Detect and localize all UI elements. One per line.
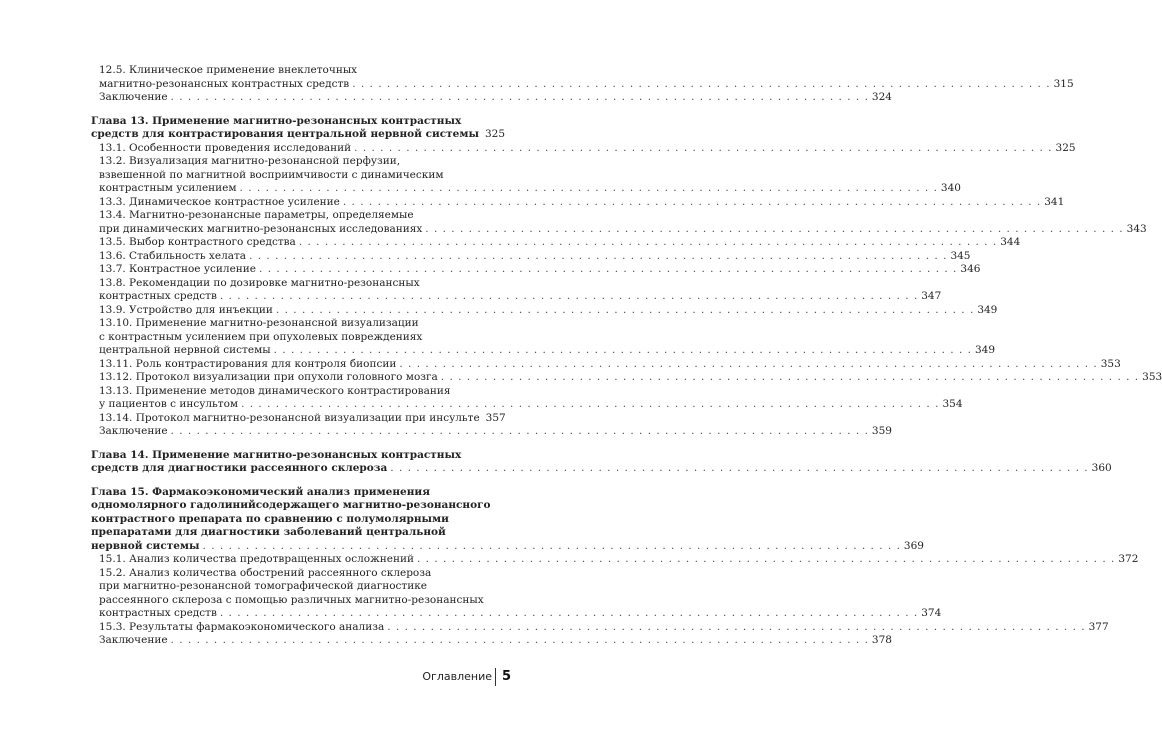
toc-entry-text: контрастным усилением [99,182,237,194]
toc-entry-text: 13.1. Особенности проведения исследований [99,141,352,154]
toc-entry[interactable] [91,411,506,426]
toc-page-number: 372 [1118,553,1139,565]
toc-page-number: 357 [485,411,506,424]
page-footer [0,668,600,688]
toc-entry[interactable] [91,249,971,264]
dot-leader: . . . . . . . . . . . . . . . . . . . . . . . . . . . . . . . . . . . . . . . . . . . . . . . . . . . . . . . . . . . . . . . . . . . . . . . . . . . . . . . . . [170,634,869,646]
toc-page-number: 315 [1053,77,1074,90]
toc-entry[interactable] [91,276,942,304]
toc-page-number: 349 [977,303,998,316]
toc-entry-text: контрастного препарата по сравнению с полумолярными [91,512,449,525]
toc-page-number: 345 [950,249,971,262]
toc-chapter-entry[interactable] [91,485,924,554]
dot-leader: . . . . . . . . . . . . . . . . . . . . . . . . . . . . . . . . . . . . . . . . . . . . . . . . . . . . . . . . . . . . . . . . . . . . . . . . . . . . . . . . . [399,357,1098,370]
toc-page-number: 369 [903,539,924,552]
toc-entry[interactable] [91,303,998,318]
toc-entry-text: 13.8. Рекомендации по дозировке магнитно-резонансных [99,276,420,289]
dot-leader: . . . . . . . . . . . . . . . . . . . . . . . . . . . . . . . . . . . . . . . . . . . . . . . . . . . . . . . . . . . . . . . . . . . . . . . . . . . . . . . . . [202,539,901,552]
toc-chapter-entry[interactable] [91,114,506,142]
toc-entry[interactable] [91,371,1162,385]
dot-leader: . . . . . . . . . . . . . . . . . . . . . . . . . . . . . . . . . . . . . . . . . . . . . . . . . . . . . . . . . . . . . . . . . . . . . . . . . . . . . . . . . [273,344,972,356]
dot-leader: . . . . . . . . . . . . . . . . . . . . . . . . . . . . . . . . . . . . . . . . . . . . . . . . . . . . . . . . . . . . . . . . . . . . . . . . . . . . . . . . . [241,398,940,410]
toc-page-number: 354 [942,398,963,410]
toc-page-number: 360 [1091,462,1112,474]
toc-entry[interactable] [91,263,981,277]
toc-entry-text: 13.13. Применение методов динамического контрастирования [99,384,451,397]
dot-leader: . . . . . . . . . . . . . . . . . . . . . . . . . . . . . . . . . . . . . . . . . . . . . . . . . . . . . . . . . . . . . . . . . . . . . . . . . . . . . . . . . [170,91,869,103]
toc-page-number: 324 [871,91,892,103]
toc-page-number: 377 [1088,620,1109,633]
toc-entry-text: 15.2. Анализ количества обострений рассеянного склероза [99,566,432,579]
toc-page-number: 340 [940,182,961,194]
toc-entry[interactable] [91,384,963,412]
toc-entry[interactable] [91,425,892,439]
toc-entry-text: у пациентов с инсультом [99,398,239,410]
page-number: 5 [502,669,512,684]
dot-leader: . . . . . . . . . . . . . . . . . . . . . . . . . . . . . . . . . . . . . . . . . . . . . . . . . . . . . . . . . . . . . . . . . . . . . . . . . . . . . . . . . [390,462,1089,474]
toc-entry-text: 13.9. Устройство для инъекции [99,303,273,316]
toc-entry-text: контрастных средств [99,290,217,302]
dot-leader: . . . . . . . . . . . . . . . . . . . . . . . . . . . . . . . . . . . . . . . . . . . . . . . . . . . . . . . . . . . . . . . . . . . . . . . . . . . . . . . . . [275,303,975,316]
toc-entry[interactable] [91,620,1109,635]
running-head: Оглавление [422,670,492,683]
toc-page-number: 344 [1000,236,1021,248]
dot-leader: . . . . . . . . . . . . . . . . . . . . . . . . . . . . . . . . . . . . . . . . . . . . . . . . . . . . . . . . . . . . . . . . . . . . . . . . . . . . . . . . . [440,371,1140,383]
footer-divider [495,668,496,686]
toc-entry-text: контрастных средств [99,607,217,619]
toc-page-number: 325 [485,128,506,140]
toc-entry-text: с контрастным усилением при опухолевых повреждениях [99,330,423,343]
toc-entry-text: 13.5. Выбор контрастного средства [99,236,296,248]
dot-leader: . . . . . . . . . . . . . . . . . . . . . . . . . . . . . . . . . . . . . . . . . . . . . . . . . . . . . . . . . . . . . . . . . . . . . . . . . . . . . . . . . [249,249,948,262]
toc-entry-text: нервной системы [91,539,200,552]
toc-page-number: 359 [871,425,892,437]
toc-entry[interactable] [91,566,942,621]
toc-page-number: 341 [1044,195,1065,208]
toc-entry-text: Глава 15. Фармакоэкономический анализ применения [91,485,430,498]
toc-entry-text: 13.12. Протокол визуализации при опухоли головного мозга [99,371,438,383]
toc-entry-text: средств для контрастирования центральной нервной системы [91,128,479,140]
dot-leader: . . . . . . . . . . . . . . . . . . . . . . . . . . . . . . . . . . . . . . . . . . . . . . . . . . . . . . . . . . . . . . . . . . . . . . . . . . . . . . . . . [387,620,1086,633]
dot-leader: . . . . . . . . . . . . . . . . . . . . . . . . . . . . . . . . . . . . . . . . . . . . . . . . . . . . . . . . . . . . . . . . . . . . . . . . . . . . . . . . . [170,425,869,437]
toc-page-number: 353 [1142,371,1162,383]
toc-entry-text: 15.3. Результаты фармакоэкономического анализа [99,620,385,633]
toc-entry-text: одномолярного гадолинийсодержащего магнитно-резонансного [91,499,491,511]
toc-entry-text: 13.11. Роль контрастирования для контроля биопсии [99,357,397,370]
toc-entry[interactable] [91,634,892,648]
toc-entry-text: 13.7. Контрастное усиление [99,263,257,275]
toc-entry-text: Заключение [99,91,168,103]
toc-entry-text: 13.10. Применение магнитно-резонансной визуализации [99,317,419,329]
toc-entry-text: магнитно-резонансных контрастных средств [99,77,350,90]
dot-leader: . . . . . . . . . . . . . . . . . . . . . . . . . . . . . . . . . . . . . . . . . . . . . . . . . . . . . . . . . . . . . . . . . . . . . . . . . . . . . . . . . [219,607,919,619]
dot-leader: . . . . . . . . . . . . . . . . . . . . . . . . . . . . . . . . . . . . . . . . . . . . . . . . . . . . . . . . . . . . . . . . . . . . . . . . . . . . . . . . . [352,77,1051,90]
toc-entry-text: 13.4. Магнитно-резонансные параметры, определяемые [99,209,414,221]
toc-entry[interactable] [91,209,1147,236]
toc-entry-text: Заключение [99,425,168,437]
toc-entry[interactable] [91,155,961,196]
toc-page-number: 378 [871,634,892,646]
toc-entry[interactable] [91,236,1021,250]
toc-entry-text: Глава 14. Применение магнитно-резонансных контрастных [91,448,462,461]
table-of-contents [91,64,1162,648]
toc-page-number: 346 [960,263,981,275]
toc-entry-text: рассеянного склероза с помощью различных магнитно-резонансных [99,593,484,606]
toc-entry-text: взвешенной по магнитной восприимчивости с динамическим [99,168,444,181]
toc-entry[interactable] [91,64,1074,91]
toc-entry-text: Глава 13. Применение магнитно-резонансных контрастных [91,114,462,127]
toc-entry[interactable] [91,91,892,105]
toc-entry-text: препаратами для диагностики заболеваний центральной [91,526,446,538]
dot-leader: . . . . . . . . . . . . . . . . . . . . . . . . . . . . . . . . . . . . . . . . . . . . . . . . . . . . . . . . . . . . . . . . . . . . . . . . . . . . . . . . . [219,290,919,302]
toc-entry-text: при магнитно-резонансной томографической диагностике [99,580,428,592]
toc-entry-text: средств для диагностики рассеянного склероза [91,462,388,474]
section-gap [91,476,477,486]
toc-entry-text: центральной нервной системы [99,344,271,356]
section-gap [91,105,477,115]
dot-leader: . . . . . . . . . . . . . . . . . . . . . . . . . . . . . . . . . . . . . . . . . . . . . . . . . . . . . . . . . . . . . . . . . . . . . . . . . . . . . . . . . [298,236,998,248]
toc-entry[interactable] [91,317,996,358]
dot-leader: . . . . . . . . . . . . . . . . . . . . . . . . . . . . . . . . . . . . . . . . . . . . . . . . . . . . . . . . . . . . . . . . . . . . . . . . . . . . . . . . . [342,195,1042,208]
section-gap [91,439,477,449]
toc-entry[interactable] [91,195,1065,210]
toc-entry-text: 13.3. Динамическое контрастное усиление [99,195,340,208]
dot-leader: . . . . . . . . . . . . . . . . . . . . . . . . . . . . . . . . . . . . . . . . . . . . . . . . . . . . . . . . . . . . . . . . . . . . . . . . . . . . . . . . . [416,553,1116,565]
toc-entry-text: 13.6. Стабильность хелата [99,249,247,262]
toc-entry-text: 12.5. Клиническое применение внеклеточных [99,64,358,76]
toc-page-number: 325 [1055,141,1076,154]
dot-leader: . . . . . . . . . . . . . . . . . . . . . . . . . . . . . . . . . . . . . . . . . . . . . . . . . . . . . . . . . . . . . . . . . . . . . . . . . . . . . . . . . [259,263,958,275]
toc-entry-text: 13.14. Протокол магнитно-резонансной визуализации при инсульте [99,411,480,424]
toc-entry-text: при динамических магнитно-резонансных исследованиях [99,222,423,235]
toc-page-number: 374 [921,607,942,619]
toc-entry-text: 13.2. Визуализация магнитно-резонансной перфузии, [99,155,401,167]
toc-entry-text: Заключение [99,634,168,646]
toc-chapter-entry[interactable] [91,448,1112,476]
dot-leader: . . . . . . . . . . . . . . . . . . . . . . . . . . . . . . . . . . . . . . . . . . . . . . . . . . . . . . . . . . . . . . . . . . . . . . . . . . . . . . . . . [239,182,938,194]
toc-entry-text: 15.1. Анализ количества предотвращенных осложнений [99,553,414,565]
dot-leader: . . . . . . . . . . . . . . . . . . . . . . . . . . . . . . . . . . . . . . . . . . . . . . . . . . . . . . . . . . . . . . . . . . . . . . . . . . . . . . . . . [354,141,1053,154]
toc-entry[interactable] [91,553,1139,567]
toc-entry[interactable] [91,357,1121,372]
dot-leader: . . . . . . . . . . . . . . . . . . . . . . . . . . . . . . . . . . . . . . . . . . . . . . . . . . . . . . . . . . . . . . . . . . . . . . . . . . . . . . . . . [425,222,1124,235]
toc-page-number: 347 [921,290,942,302]
toc-entry[interactable] [91,141,1076,156]
toc-page-number: 353 [1100,357,1121,370]
toc-page-number: 349 [974,344,996,356]
toc-page-number: 343 [1126,222,1147,235]
